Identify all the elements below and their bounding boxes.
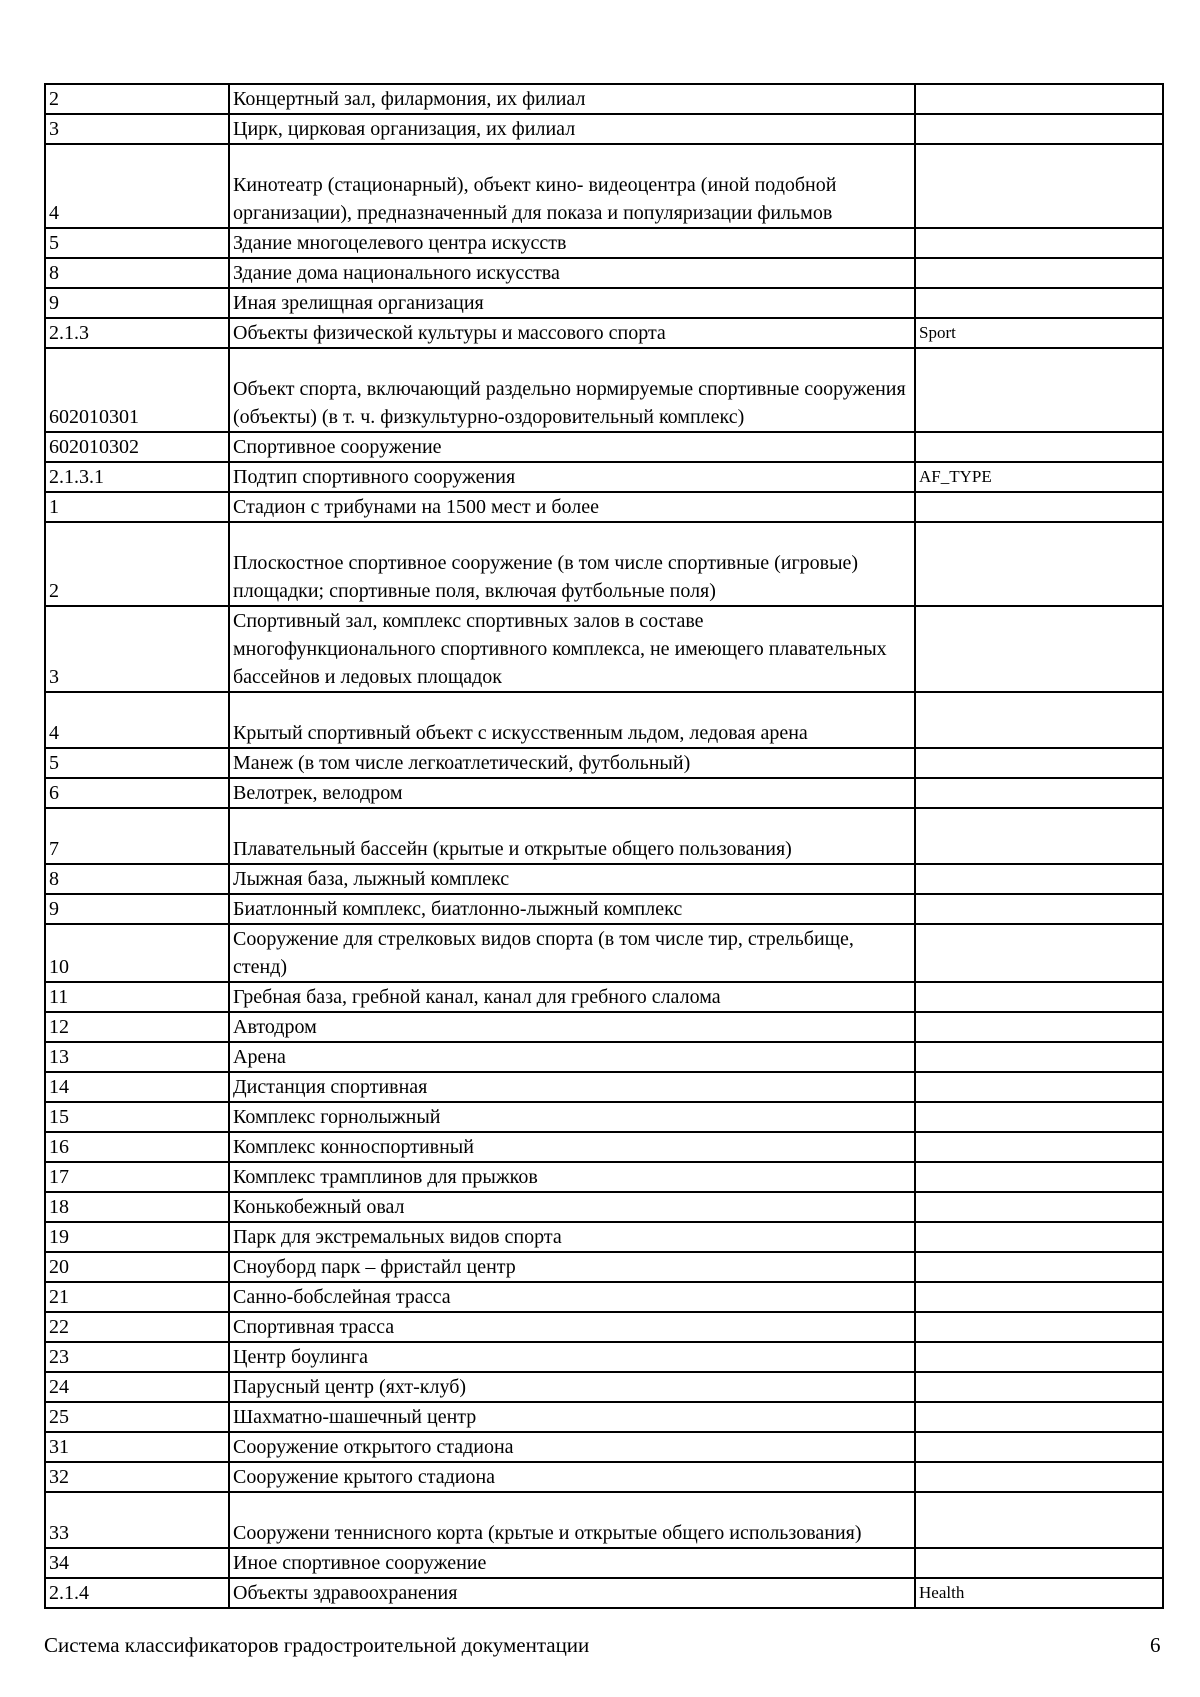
- row-code-cell: 22: [45, 1312, 229, 1342]
- row-code-cell: 5: [45, 748, 229, 778]
- row-attribute-cell: [915, 1432, 1163, 1462]
- table-row: [45, 606, 1163, 692]
- row-attribute-cell: [915, 748, 1163, 778]
- row-name-cell: Здание дома национального искусства: [229, 258, 915, 288]
- row-attribute-cell: [915, 348, 1163, 432]
- row-name-cell: Парусный центр (яхт-клуб): [229, 1372, 915, 1402]
- row-name-cell: Объекты здравоохранения: [229, 1578, 915, 1608]
- row-attribute-cell: [915, 778, 1163, 808]
- table-row: [45, 1192, 1163, 1222]
- row-attribute-cell: [915, 1342, 1163, 1372]
- row-attribute-cell: [915, 1548, 1163, 1578]
- row-name-cell: Концертный зал, филармония, их филиал: [229, 84, 915, 114]
- classifier-table: [44, 83, 1164, 1609]
- table-row: [45, 84, 1163, 114]
- row-code-cell: 2: [45, 522, 229, 606]
- row-attribute-cell: Health: [915, 1578, 1163, 1608]
- table-row: [45, 522, 1163, 606]
- row-code-cell: 4: [45, 692, 229, 748]
- row-code-cell: 7: [45, 808, 229, 864]
- row-attribute-cell: [915, 114, 1163, 144]
- table-row: [45, 1402, 1163, 1432]
- row-code-cell: 31: [45, 1432, 229, 1462]
- row-attribute-cell: [915, 1222, 1163, 1252]
- table-row: [45, 1372, 1163, 1402]
- row-code-cell: 17: [45, 1162, 229, 1192]
- table-row: [45, 1132, 1163, 1162]
- row-attribute-cell: [915, 1462, 1163, 1492]
- row-name-cell: Сооружение крытого стадиона: [229, 1462, 915, 1492]
- row-attribute-cell: [915, 1012, 1163, 1042]
- footer-title: Система классификаторов градостроительной документации: [44, 1633, 590, 1657]
- row-code-cell: 25: [45, 1402, 229, 1432]
- table-row: [45, 348, 1163, 432]
- table-row: [45, 1102, 1163, 1132]
- table-row: [45, 1578, 1163, 1608]
- row-name-cell: Стадион с трибунами на 1500 мест и более: [229, 492, 915, 522]
- row-attribute-cell: [915, 288, 1163, 318]
- row-name-cell: Плавательный бассейн (крытые и открытые общего пользования): [229, 808, 915, 864]
- row-name-cell: Центр боулинга: [229, 1342, 915, 1372]
- row-name-cell: Лыжная база, лыжный комплекс: [229, 864, 915, 894]
- row-name-cell: Объект спорта, включающий раздельно нормируемые спортивные сооружения (объекты) (в т. ч. физкультурно-оздоровительный комплекс): [229, 348, 915, 432]
- row-name-cell: Объекты физической культуры и массового спорта: [229, 318, 915, 348]
- row-name-cell: Шахматно-шашечный центр: [229, 1402, 915, 1432]
- row-attribute-cell: AF_TYPE: [915, 462, 1163, 492]
- row-code-cell: 33: [45, 1492, 229, 1548]
- row-attribute-cell: [915, 1252, 1163, 1282]
- row-attribute-cell: [915, 692, 1163, 748]
- table-row: [45, 1312, 1163, 1342]
- row-code-cell: 3: [45, 606, 229, 692]
- row-name-cell: Цирк, цирковая организация, их филиал: [229, 114, 915, 144]
- row-code-cell: 20: [45, 1252, 229, 1282]
- row-attribute-cell: [915, 1312, 1163, 1342]
- table-row: [45, 1342, 1163, 1372]
- row-code-cell: 19: [45, 1222, 229, 1252]
- row-code-cell: 21: [45, 1282, 229, 1312]
- row-name-cell: Санно-бобслейная трасса: [229, 1282, 915, 1312]
- row-attribute-cell: [915, 432, 1163, 462]
- row-attribute-cell: [915, 1162, 1163, 1192]
- row-attribute-cell: [915, 1102, 1163, 1132]
- row-code-cell: 602010301: [45, 348, 229, 432]
- table-row: [45, 692, 1163, 748]
- row-name-cell: Парк для экстремальных видов спорта: [229, 1222, 915, 1252]
- row-name-cell: Биатлонный комплекс, биатлонно-лыжный комплекс: [229, 894, 915, 924]
- row-name-cell: Плоскостное спортивное сооружение (в том числе спортивные (игровые) площадки; спортивные поля, включая футбольные поля): [229, 522, 915, 606]
- row-code-cell: 13: [45, 1042, 229, 1072]
- row-attribute-cell: [915, 606, 1163, 692]
- row-code-cell: 5: [45, 228, 229, 258]
- row-code-cell: 15: [45, 1102, 229, 1132]
- row-attribute-cell: [915, 144, 1163, 228]
- row-name-cell: Автодром: [229, 1012, 915, 1042]
- table-row: [45, 432, 1163, 462]
- table-row: [45, 144, 1163, 228]
- row-code-cell: 11: [45, 982, 229, 1012]
- row-name-cell: Дистанция спортивная: [229, 1072, 915, 1102]
- table-row: [45, 1072, 1163, 1102]
- row-code-cell: 3: [45, 114, 229, 144]
- table-row: [45, 1432, 1163, 1462]
- row-name-cell: Комплекс конноспортивный: [229, 1132, 915, 1162]
- table-row: [45, 748, 1163, 778]
- table-row: [45, 982, 1163, 1012]
- row-code-cell: 2: [45, 84, 229, 114]
- row-name-cell: Здание многоцелевого центра искусств: [229, 228, 915, 258]
- table-row: [45, 1282, 1163, 1312]
- row-attribute-cell: [915, 924, 1163, 982]
- row-attribute-cell: [915, 492, 1163, 522]
- row-code-cell: 14: [45, 1072, 229, 1102]
- row-code-cell: 24: [45, 1372, 229, 1402]
- row-name-cell: Манеж (в том числе легкоатлетический, футбольный): [229, 748, 915, 778]
- table-row: [45, 258, 1163, 288]
- row-code-cell: 8: [45, 864, 229, 894]
- row-attribute-cell: [915, 894, 1163, 924]
- row-name-cell: Иное спортивное сооружение: [229, 1548, 915, 1578]
- row-attribute-cell: Sport: [915, 318, 1163, 348]
- row-attribute-cell: [915, 1282, 1163, 1312]
- row-attribute-cell: [915, 1192, 1163, 1222]
- row-name-cell: Сооружени теннисного корта (крьтые и открытые общего использования): [229, 1492, 915, 1548]
- row-code-cell: 1: [45, 492, 229, 522]
- table-row: [45, 1252, 1163, 1282]
- table-row: [45, 864, 1163, 894]
- row-attribute-cell: [915, 522, 1163, 606]
- table-row: [45, 1548, 1163, 1578]
- row-name-cell: Спортивное сооружение: [229, 432, 915, 462]
- row-code-cell: 602010302: [45, 432, 229, 462]
- table-row: [45, 924, 1163, 982]
- row-code-cell: 16: [45, 1132, 229, 1162]
- row-code-cell: 8: [45, 258, 229, 288]
- row-attribute-cell: [915, 864, 1163, 894]
- row-attribute-cell: [915, 1372, 1163, 1402]
- table-row: [45, 778, 1163, 808]
- row-attribute-cell: [915, 1132, 1163, 1162]
- row-name-cell: Сноуборд парк – фристайл центр: [229, 1252, 915, 1282]
- row-attribute-cell: [915, 258, 1163, 288]
- row-attribute-cell: [915, 808, 1163, 864]
- row-code-cell: 9: [45, 894, 229, 924]
- row-name-cell: Крытый спортивный объект с искусственным льдом, ледовая арена: [229, 692, 915, 748]
- table-row: [45, 1042, 1163, 1072]
- table-row: [45, 228, 1163, 258]
- table-row: [45, 894, 1163, 924]
- row-code-cell: 2.1.4: [45, 1578, 229, 1608]
- row-name-cell: Гребная база, гребной канал, канал для гребного слалома: [229, 982, 915, 1012]
- table-row: [45, 1162, 1163, 1192]
- row-name-cell: Подтип спортивного сооружения: [229, 462, 915, 492]
- table-row: [45, 288, 1163, 318]
- row-name-cell: Сооружение для стрелковых видов спорта (в том числе тир, стрельбище, стенд): [229, 924, 915, 982]
- table-row: [45, 1462, 1163, 1492]
- row-code-cell: 2.1.3.1: [45, 462, 229, 492]
- table-row: [45, 1012, 1163, 1042]
- table-row: [45, 114, 1163, 144]
- row-attribute-cell: [915, 84, 1163, 114]
- row-attribute-cell: [915, 1492, 1163, 1548]
- row-attribute-cell: [915, 1072, 1163, 1102]
- row-attribute-cell: [915, 982, 1163, 1012]
- row-attribute-cell: [915, 1042, 1163, 1072]
- row-code-cell: 4: [45, 144, 229, 228]
- row-code-cell: 12: [45, 1012, 229, 1042]
- row-name-cell: Сооружение открытого стадиона: [229, 1432, 915, 1462]
- table-row: [45, 318, 1163, 348]
- row-name-cell: Спортивный зал, комплекс спортивных залов в составе многофункционального спортивного комплекса, не имеющего плавательных бассейнов и ледовых площадок: [229, 606, 915, 692]
- row-name-cell: Арена: [229, 1042, 915, 1072]
- row-name-cell: Иная зрелищная организация: [229, 288, 915, 318]
- row-code-cell: 23: [45, 1342, 229, 1372]
- table-row: [45, 808, 1163, 864]
- table-row: [45, 492, 1163, 522]
- row-name-cell: Велотрек, велодром: [229, 778, 915, 808]
- row-name-cell: Кинотеатр (стационарный), объект кино- видеоцентра (иной подобной организации), предназначенный для показа и популяризации фильмов: [229, 144, 915, 228]
- row-name-cell: Комплекс горнолыжный: [229, 1102, 915, 1132]
- page-number: 6: [1150, 1633, 1161, 1657]
- row-code-cell: 9: [45, 288, 229, 318]
- table-row: [45, 462, 1163, 492]
- table-row: [45, 1492, 1163, 1548]
- row-code-cell: 34: [45, 1548, 229, 1578]
- table-row: [45, 1222, 1163, 1252]
- row-code-cell: 18: [45, 1192, 229, 1222]
- row-attribute-cell: [915, 228, 1163, 258]
- row-code-cell: 32: [45, 1462, 229, 1492]
- classifier-table-body: [45, 84, 1163, 1608]
- row-name-cell: Комплекс трамплинов для прыжков: [229, 1162, 915, 1192]
- row-attribute-cell: [915, 1402, 1163, 1432]
- row-code-cell: 2.1.3: [45, 318, 229, 348]
- row-name-cell: Спортивная трасса: [229, 1312, 915, 1342]
- row-code-cell: 6: [45, 778, 229, 808]
- row-name-cell: Конькобежный овал: [229, 1192, 915, 1222]
- row-code-cell: 10: [45, 924, 229, 982]
